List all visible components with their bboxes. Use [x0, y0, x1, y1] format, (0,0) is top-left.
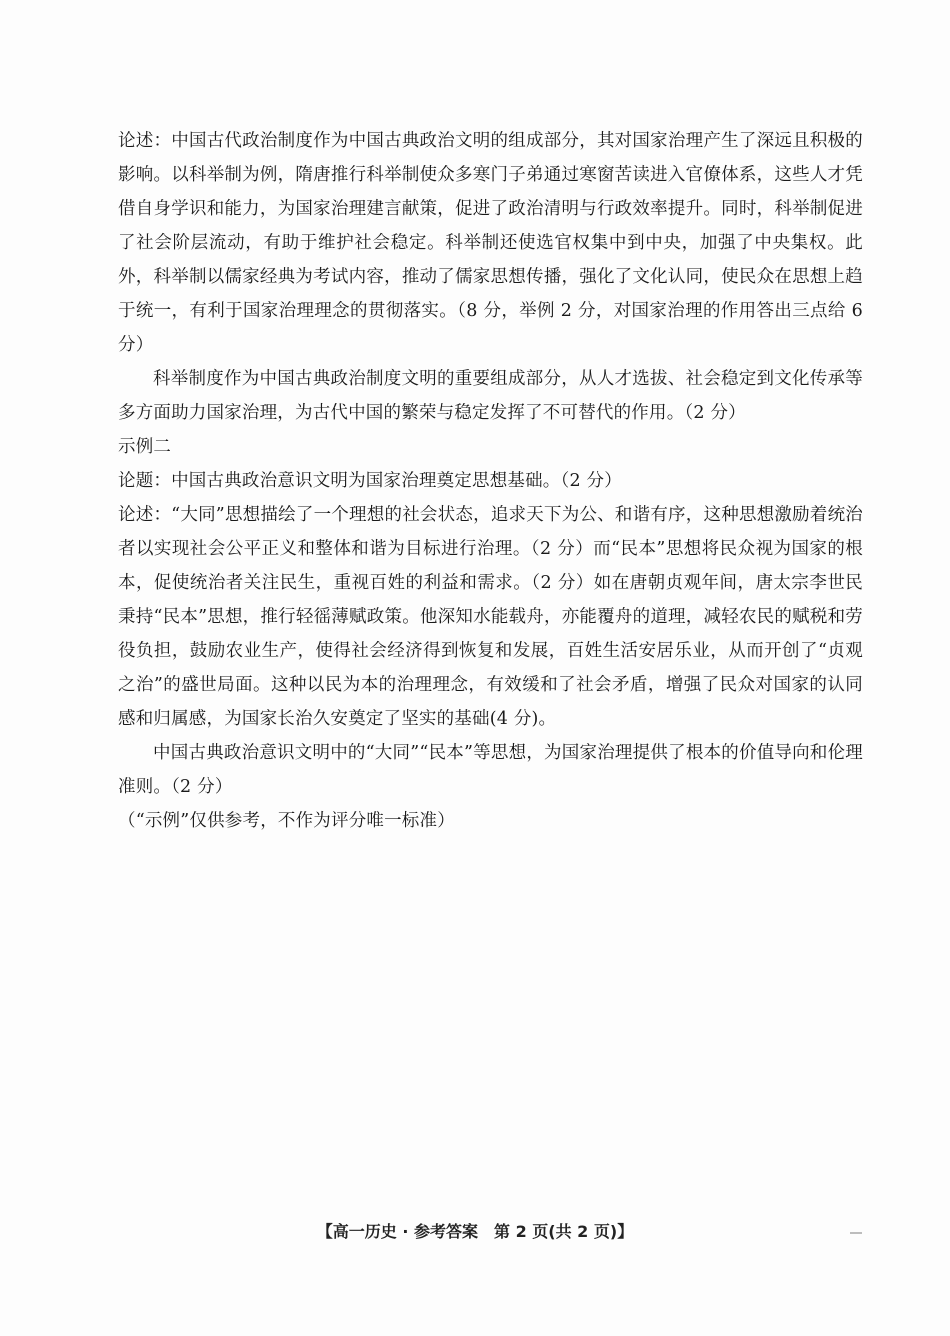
- paragraph-conclusion-1: 科举制度作为中国古典政治制度文明的重要组成部分，从人才选拔、社会稳定到文化传承等多方面助力国家治理，为古代中国的繁荣与稳定发挥了不可替代的作用。（2 分）: [118, 369, 863, 423]
- example-heading: 示例二: [118, 437, 172, 457]
- paragraph-argument-2: 论述：“大同”思想描绘了一个理想的社会状态，追求天下为公、和谐有序，这种思想激励着统治者以实现社会公平正义和整体和谐为目标进行治理。（2 分）而“民本”思想将民众视为国家的根本，促使统治者关注民生，重视百姓的利益和需求。（2 分）如在唐朝贞观年间，唐太宗李世民秉持“民本”思想，推行轻徭薄赋政策。他深知水能载舟，亦能覆舟的道理，减轻农民的赋税和劳役负担，鼓励农业生产，使得社会经济得到恢复和发展，百姓生活安居乐业，从而开创了“贞观之治”的盛世局面。这种以民为本的治理理念，有效缓和了社会矛盾，增强了民众对国家的认同感和归属感，为国家长治久安奠定了坚实的基础(4 分)。: [118, 505, 863, 729]
- page-footer: 【高一历史 · 参考答案 第 2 页(共 2 页)】: [316, 1222, 634, 1241]
- paragraph-conclusion-2: 中国古典政治意识文明中的“大同”“民本”等思想，为国家治理提供了根本的价值导向和伦理准则。（2 分）: [118, 743, 863, 797]
- grading-note: （“示例”仅供参考，不作为评分唯一标准）: [118, 811, 455, 831]
- paragraph-argument-1: 论述：中国古代政治制度作为中国古典政治文明的组成部分，其对国家治理产生了深远且积极的影响。以科举制为例，隋唐推行科举制使众多寒门子弟通过寒窗苦读进入官僚体系，这些人才凭借自身学识和能力，为国家治理建言献策，促进了政治清明与行政效率提升。同时，科举制促进了社会阶层流动，有助于维护社会稳定。科举制还使选官权集中到中央，加强了中央集权。此外，科举制以儒家经典为考试内容，推动了儒家思想传播，强化了文化认同，使民众在思想上趋于统一，有利于国家治理理念的贯彻落实。（8 分，举例 2 分，对国家治理的作用答出三点给 6 分）: [118, 131, 863, 355]
- answer-content: [118, 124, 863, 838]
- paragraph-thesis-2: 论题：中国古典政治意识文明为国家治理奠定思想基础。（2 分）: [118, 471, 622, 491]
- scan-mark: [850, 1232, 862, 1234]
